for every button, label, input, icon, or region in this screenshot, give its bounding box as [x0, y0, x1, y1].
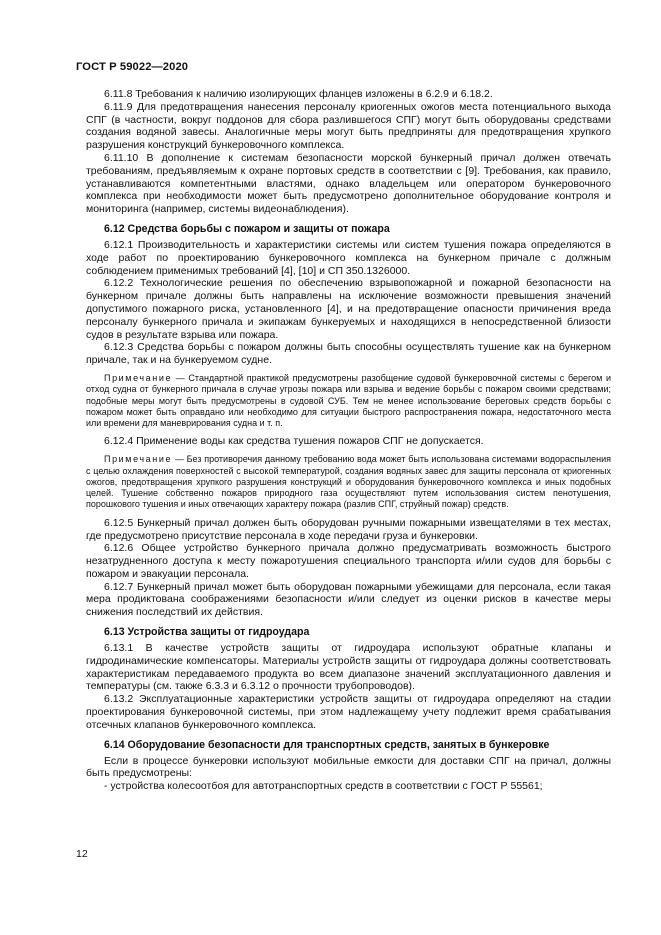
note-2 — [86, 454, 611, 510]
paragraph-6-13-2: 6.13.2 Эксплуатационные характеристики устройств защиты от гидроудара определяют на стадии проектирования бункеровочной системы, при этом надлежащему учету подлежит время срабатывания отсечных клапанов бункеровочного комплекса. — [86, 693, 611, 731]
paragraph-6-11-8: 6.11.8 Требования к наличию изолирующих фланцев изложены в 6.2.9 и 6.18.2. — [104, 88, 493, 100]
paragraph-6-13-1: 6.13.1 В качестве устройств защиты от гидроудара используют обратные клапаны и гидродинамические компенсаторы. Материалы устройств защиты от гидроудара должны соответствовать характеристикам передаваемого продукта во всем диапазоне значений эксплуатационного давления и температуры (см. также 6.3.3 и 6.3.12 о прочности трубопроводов). — [86, 642, 611, 693]
note-label: Примечание — [104, 372, 173, 383]
section-heading-6-12: 6.12 Средства борьбы с пожаром и защиты от пожара — [104, 222, 390, 235]
paragraph-6-12-1: 6.12.1 Производительность и характеристики системы или систем тушения пожара определяются в ходе работ по проектированию бункеровочного комплекса на бункерном причале с должным соблюдением применимых требований [4], [10] и СП 350.1326000. — [86, 238, 611, 277]
document-id-header: ГОСТ Р 59022—2020 — [76, 61, 189, 73]
paragraph-6-12-6: 6.12.6 Общее устройство бункерного причала должно предусматривать возможность быстрого незатрудненного доступа к месту пожаротушения специального транспорта и/или судов для борьбы с пожаром и эвакуации персонала. — [86, 542, 611, 580]
paragraph-6-11-10: 6.11.10 В дополнение к системам безопасности морской бункерный причал должен отвечать требованиям, предъявляемым к охране портовых средств в соответствии с [9]. Требования, как правило, устанавливаются компетентными властями, однако владельцем или оператором бункеровочного комплекса при необходимости может быть предусмотрено дополнительное оборудование контроля и мониторинга (например, системы видеонаблюдения). — [86, 151, 611, 216]
note-text: — Без противоречия данному требованию вода может быть использована системами водораспыления с целью охлаждения поверхностей с высокой температурой, создания водяных завес для защиты персонала от криогенных ожогов, предотвращения хрупкого разрушения конструкций и оборудования бункеровочного комплекса и иных подобных целей. Тушение собственно пожаров природного газа осуществляют путем использования систем пенотушения, порошкового тушения и иных отвечающих характеру пожара (разлив СПГ, струйный пожар) средств. — [86, 454, 611, 510]
section-heading-6-14: 6.14 Оборудование безопасности для транспортных средств, занятых в бункеровке — [104, 738, 550, 751]
note-label: Примечание — [104, 454, 173, 465]
paragraph-6-12-5: 6.12.5 Бункерный причал должен быть оборудован ручными пожарными извещателями в тех местах, где предусмотрено присутствие персонала в ходе передачи груза и бункеровки. — [86, 516, 611, 542]
paragraph-6-12-7: 6.12.7 Бункерный причал может быть оборудован пожарными убежищами для персонала, если такая мера продиктована соображениями безопасности и/или следует из оценки рисков в качестве меры снижения последствий их действия. — [86, 580, 611, 619]
note-text: — Стандартной практикой предусмотрены разобщение судовой бункеровочной системы с берегом и отход судна от бункерного причала в случае угрозы пожара или взрыва и ведение борьбы с пожаром своими средствами; подобные меры могут быть предусмотрены в судовой СУБ. Тем не менее использование береговых средств борьбы с пожаром может быть оправдано или необходимо для ситуации быстрого распространения пожара, недостаточного места или времени для маневрирования судна и т. п. — [86, 372, 611, 429]
page-number: 12 — [76, 848, 88, 860]
paragraph-6-12-4: 6.12.4 Применение воды как средства тушения пожаров СПГ не допускается. — [104, 435, 484, 448]
page-content — [86, 88, 611, 793]
paragraph-6-11-9: 6.11.9 Для предотвращения нанесения персоналу криогенных ожогов места потенциального выхода СПГ (в частности, вокруг поддонов для сбора разлившегося СПГ) могут быть оборудованы средствами создания водяной завесы. Аналогичные меры могут быть предприняты для предотвращения хрупкого разрушения конструкций бункеровочного комплекса. — [86, 100, 611, 152]
note-1 — [86, 373, 611, 429]
section-heading-6-13: 6.13 Устройства защиты от гидроудара — [104, 626, 310, 639]
paragraph-6-12-2: 6.12.2 Технологические решения по обеспечению взрывопожарной и пожарной безопасности на бункерном причале должны быть направлены на исключение возможности превышения значений допустимого пожарного риска, установленного [4], и на предотвращение опасности причинения вреда персоналу бункерного причала и экипажам бункеруемых и находящихся в непосредственной близости судов в результате взрыва или пожара. — [86, 277, 611, 341]
list-item: - устройства колесоотбоя для автотранспортных средств в соответствии с ГОСТ Р 55561; — [104, 780, 543, 793]
paragraph-6-14-intro: Если в процессе бункеровки используют мобильные емкости для доставки СПГ на причал, должны быть предусмотрены: — [86, 754, 611, 780]
paragraph-6-12-3: 6.12.3 Средства борьбы с пожаром должны быть способны осуществлять тушение как на бункерном причале, так и на бункеруемом судне. — [86, 341, 611, 367]
